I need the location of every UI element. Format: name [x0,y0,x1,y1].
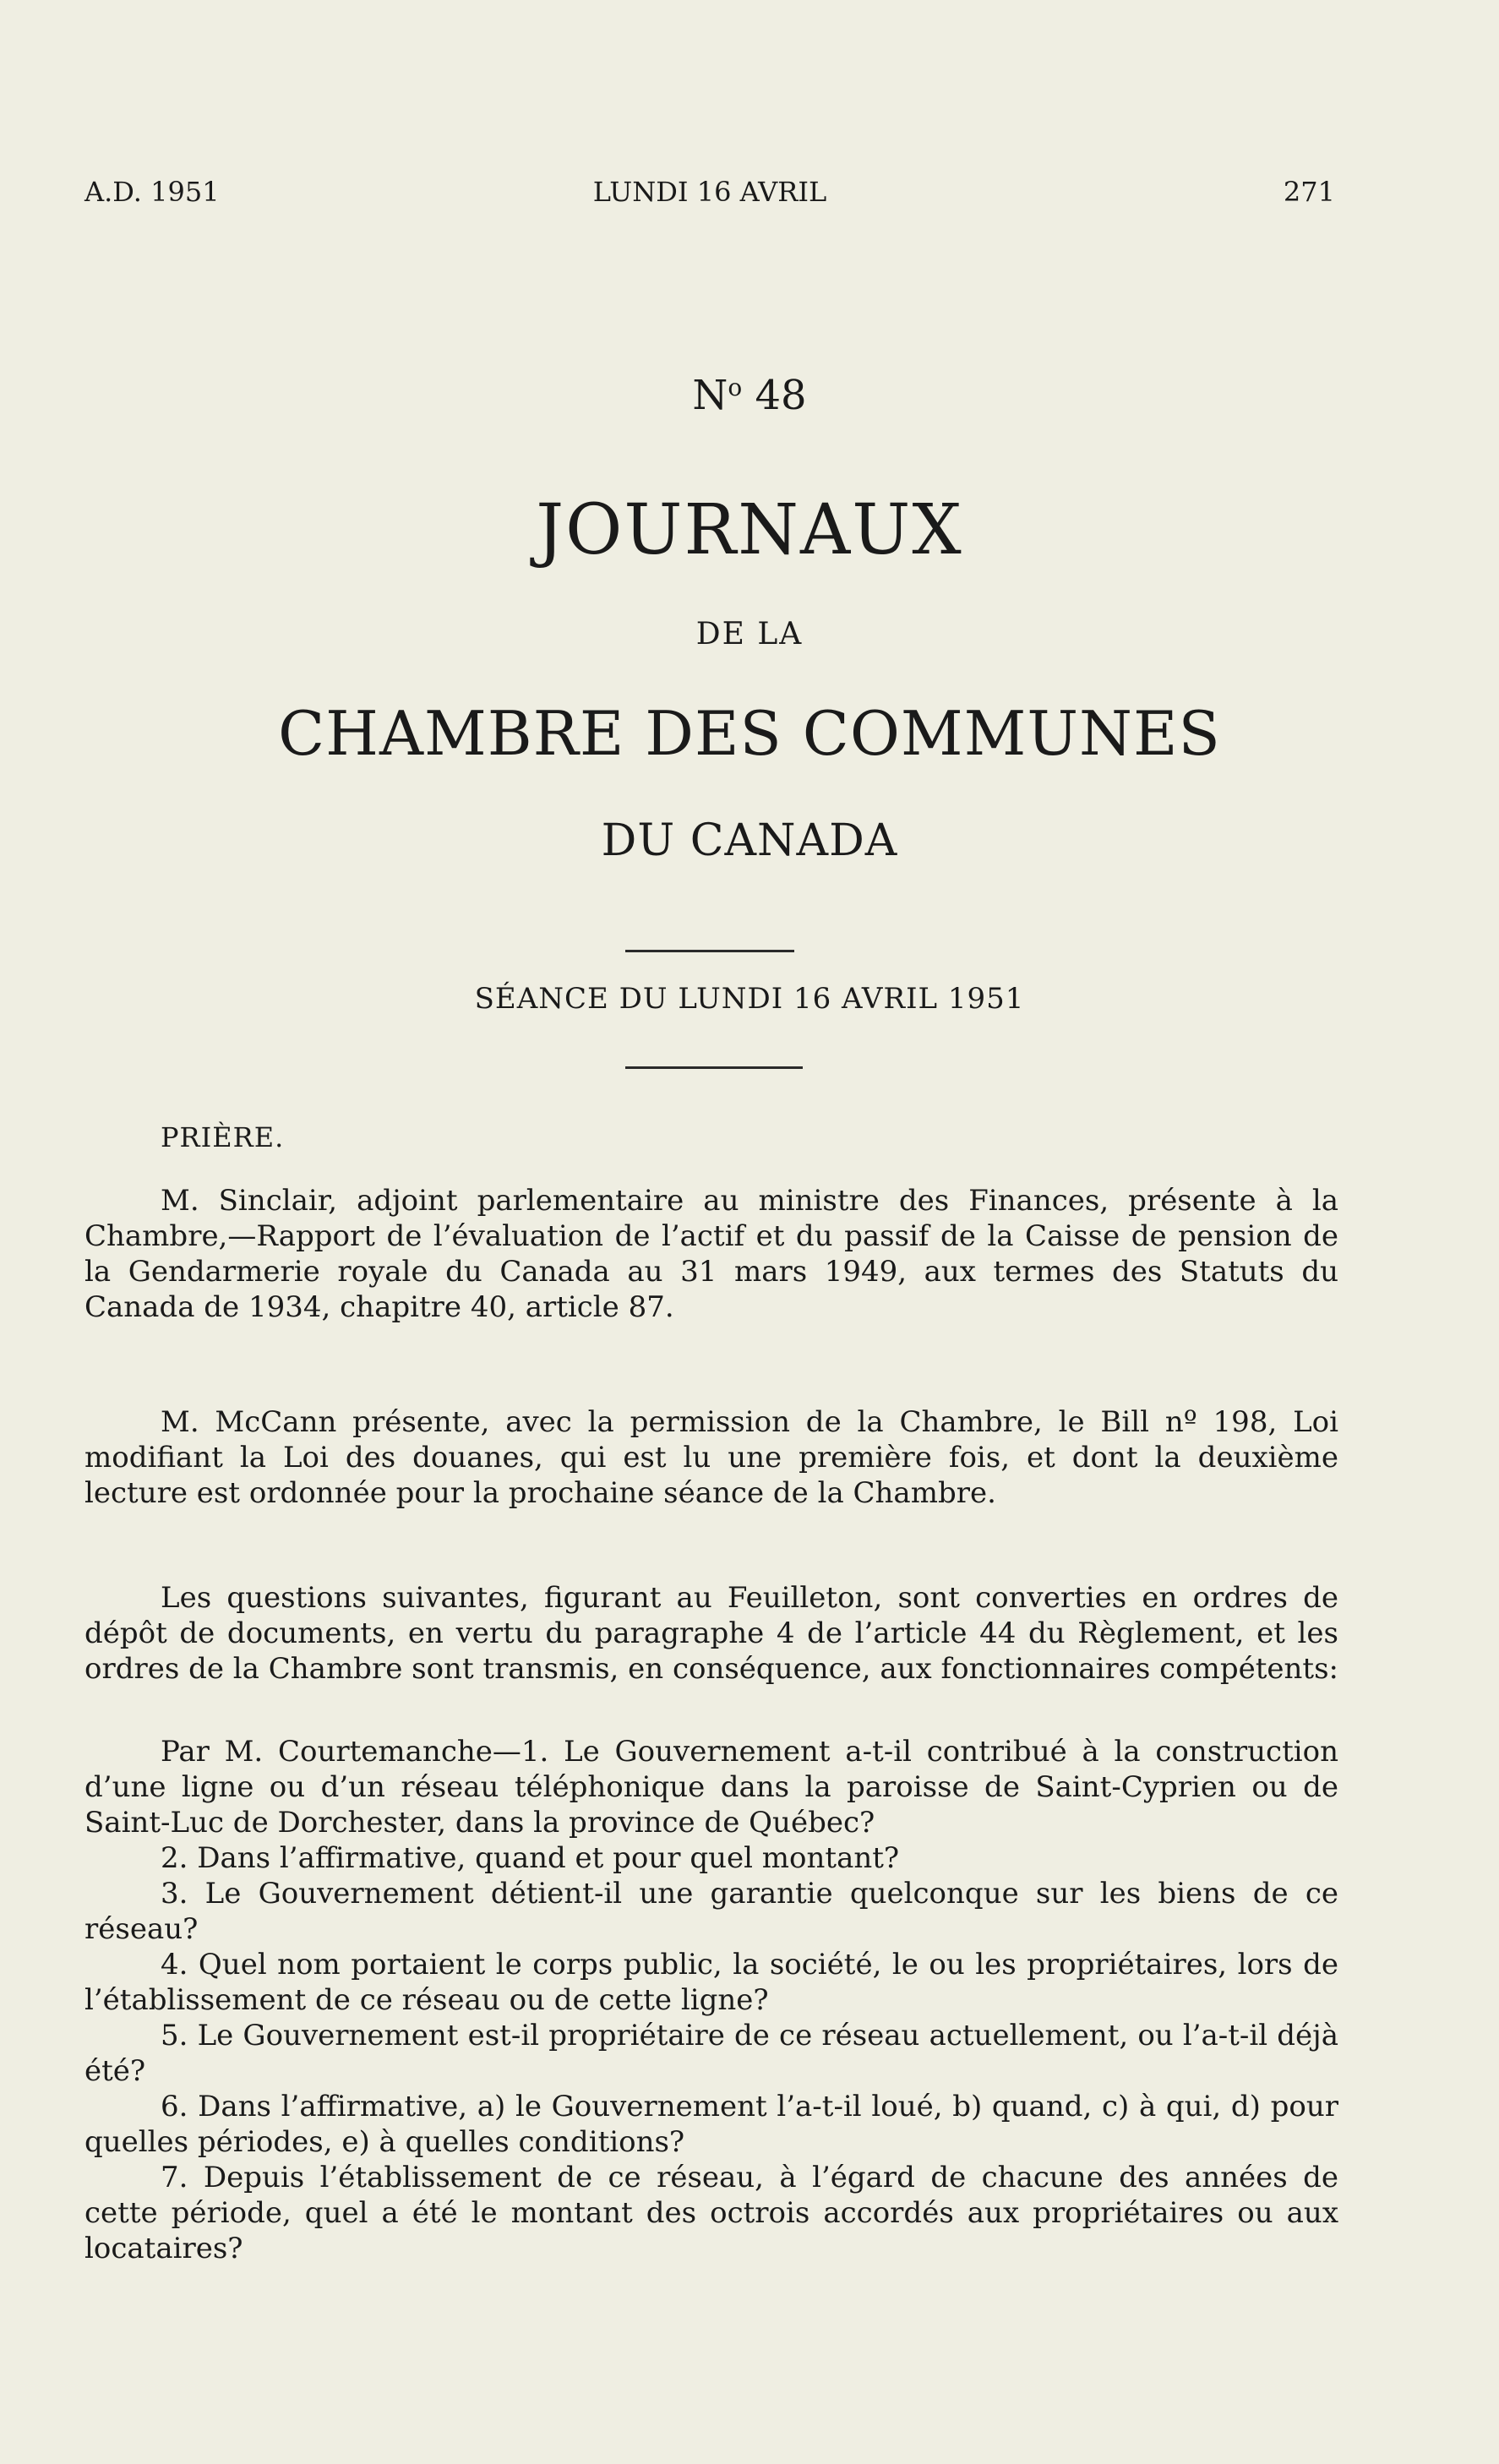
priere-heading [84,1120,1338,1155]
header-year: A.D. 1951 [84,176,220,208]
question-item: Par M. Courtemanche—1. Le Gouvernement a-t-il contribué à la construction d’une ligne ou d’un réseau téléphonique dans la paroisse de Saint-Cyprien ou de Saint-Luc de Dorchester, dans la province de Québec? [84,1735,1338,1840]
question-item: 7. Depuis l’établissement de ce réseau, à l’égard de chacune des années de cette période, quel a été le montant des octrois accordés aux propriétaires ou aux locataires? [84,2161,1338,2265]
paragraph-sinclair [84,1183,1338,1325]
issue-number-prefix: N [692,372,728,419]
paragraph-text: M. McCann présente, avec la permission de la Chambre, le Bill nº 198, Loi modifiant la Loi des douanes, qui est lu une première fois, et dont la deuxième lecture est ordonnée pour la prochaine séance de la Chambre. [84,1405,1338,1510]
divider-top [625,950,794,952]
question-item: 6. Dans l’affirmative, a) le Gouvernement l’a-t-il loué, b) quand, c) à qui, d) pour quelles périodes, e) à quelles conditions? [84,2090,1338,2159]
running-header [84,176,1335,213]
paragraph-text: Les questions suivantes, figurant au Feuilleton, sont converties en ordres de dépôt de documents, en vertu du paragraphe 4 de l’article 44 du Règlement, et les ordres de la Chambre sont transmis, en conséquence, aux fonctionnaires compétents: [84,1581,1338,1686]
page-number: 271 [1283,176,1335,208]
priere-text: PRIÈRE. [161,1121,285,1153]
issue-number-value: 48 [742,372,807,419]
session-heading: SÉANCE DU LUNDI 16 AVRIL 1951 [474,982,1025,1016]
title-journaux: JOURNAUX [536,490,963,570]
question-item: 5. Le Gouvernement est-il propriétaire de ce réseau actuellement, ou l’a-t-il déjà été? [84,2019,1338,2088]
question-item: 3. Le Gouvernement détient-il une garantie quelconque sur les biens de ce réseau? [84,1877,1338,1946]
title-de-la: DE LA [695,617,804,651]
question-item: 2. Dans l’affirmative, quand et pour quel montant? [161,1841,900,1875]
title-chambre: CHAMBRE DES COMMUNES [278,698,1221,769]
issue-number-sup: o [728,373,743,401]
paragraph-text: M. Sinclair, adjoint parlementaire au ministre des Finances, présente à la Chambre,—Rapport de l’évaluation de l’actif et du passif de la Caisse de pension de la Gendarmerie royale du Canada au 31 mars 1949, aux termes des Statuts du Canada de 1934, chapitre 40, article 87. [84,1184,1338,1324]
divider-bottom [625,1066,803,1069]
paragraph-questions-intro [84,1580,1338,1687]
header-date: LUNDI 16 AVRIL [592,176,827,208]
question-item: 4. Quel nom portaient le corps public, la société, le ou les propriétaires, lors de l’établissement de ce réseau ou de cette ligne? [84,1948,1338,2017]
question-list [84,1734,1338,2266]
issue-number [0,372,1499,419]
title-du-canada: DU CANADA [601,815,898,866]
paragraph-mccann [84,1404,1338,1511]
